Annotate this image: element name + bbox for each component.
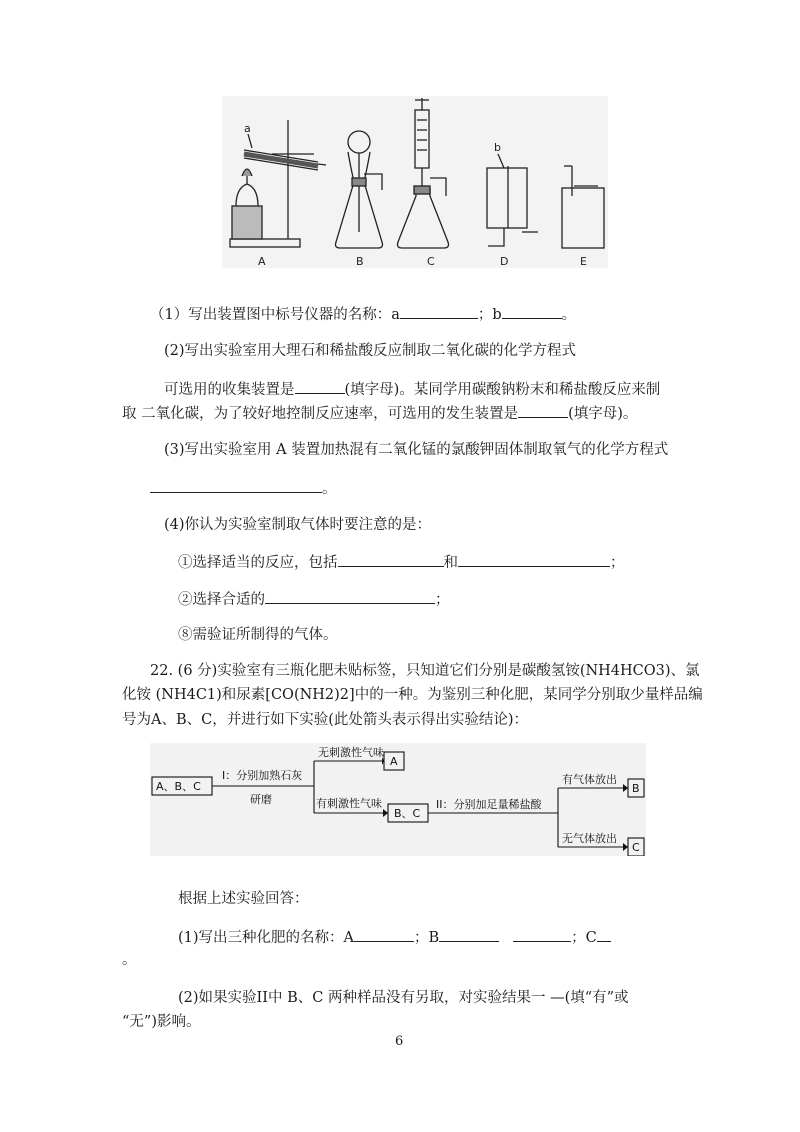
q22-answer2-line2: “无”)影响。 [122,1014,201,1030]
apparatus-drawing [222,96,608,268]
q21-part2-line2: 取 二氧化碳，为了较好地控制反应速率，可选用的发生装置是 (填字母)。 [122,402,637,424]
blank-equation [150,477,322,493]
stand-base [230,239,300,247]
flowchart-drawing [150,743,646,856]
flow-result-b: B [632,782,640,795]
flask-c [398,188,449,248]
q21-part2-line1: 可选用的收集装置是 (填字母)。某同学用碳酸钠粉末和稀盐酸反应来制 [164,378,660,400]
q21-part4-item1: ①选择适当的反应，包括 和 ； [178,551,625,573]
flow-result-a: A [390,755,398,768]
blank-collect [295,378,345,394]
flow-result-bc: B、C [394,807,421,820]
funnel-bulb [348,131,370,153]
blank-name-b [439,926,499,942]
q21-part3-answer: 。 [150,477,337,499]
marker-b: b [494,141,501,154]
apparatus-figure [222,96,608,268]
q22-line1: 22. (6 分)实验室有三瓶化肥未贴标签，只知道它们分别是碳酸氢铵(NH4HCO3)、氯 [150,663,700,679]
bottle-e [562,188,604,248]
q21-part4: (4)你认为实验室制取气体时要注意的是： [164,517,432,533]
flow-no-gas: 无气体放出 [562,832,617,845]
flow-step1-b: 研磨 [250,793,272,806]
marker-b-leader [498,154,504,168]
q21-part4-item3: ⑧需验证所制得的气体。 [178,627,338,643]
q22-answer1-end: 。 [122,952,137,968]
marker-a-leader [248,134,252,148]
flow-start: A、B、C [156,780,201,793]
q22-answer1: (1)写出三种化肥的名称：A ；B ；C [178,926,611,948]
blank-a [400,303,478,319]
flow-step2: II：分别加足量稀盐酸 [436,798,542,811]
q21-part2: (2)写出实验室用大理石和稀盐酸反应制取二氧化碳的化学方程式 [164,343,577,359]
blank-name-a [354,926,414,942]
blank-apparatus [265,588,435,604]
flow-no-smell: 无刺激性气味 [318,746,384,759]
label-e: E [580,255,587,268]
flow-step1: I：分别加熟石灰 [222,769,303,782]
flow-result-c: C [632,841,640,854]
bottle-d [487,168,527,228]
q21-part3: (3)写出实验室用 A 装置加热混有二氧化锰的氯酸钾固体制取氧气的化学方程式 [164,442,669,458]
label-b: B [356,255,364,268]
alcohol-lamp [236,184,258,206]
marker-a: a [244,122,251,135]
label-d: D [500,255,509,268]
blank-name-c [597,926,611,942]
q22-answer-intro: 根据上述实验回答： [178,891,309,907]
flowchart-figure [150,743,646,856]
q21-part4-item2: ②选择合适的 ； [178,588,450,610]
q22-line2: 化铵 (NH4C1)和尿素[CO(NH2)2]中的一种。为鉴别三种化肥，某同学分别取少量样品编 [122,687,703,703]
q21-part1: （1）写出装置图中标号仪器的名称：a ；b 。 [150,303,576,325]
blank-name-b-2 [513,926,571,942]
flow-smell: 有刺激性气味 [316,797,382,810]
wood-block [232,206,262,239]
syringe [415,110,429,168]
q22-answer2-line1: (2)如果实验II中 B、C 两种样品没有另取，对实验结果一 —(填“有”或 [178,990,629,1006]
blank-reaction-2 [458,551,610,567]
label-a: A [258,255,266,268]
flow-gas: 有气体放出 [562,773,617,786]
q22-line3: 号为A、B、C，并进行如下实验(此处箭头表示得出实验结论)： [122,712,529,728]
label-c: C [427,255,435,268]
blank-generator [518,402,568,418]
blank-b [502,303,562,319]
blank-reaction-1 [338,551,444,567]
page-number: 6 [395,1034,404,1049]
